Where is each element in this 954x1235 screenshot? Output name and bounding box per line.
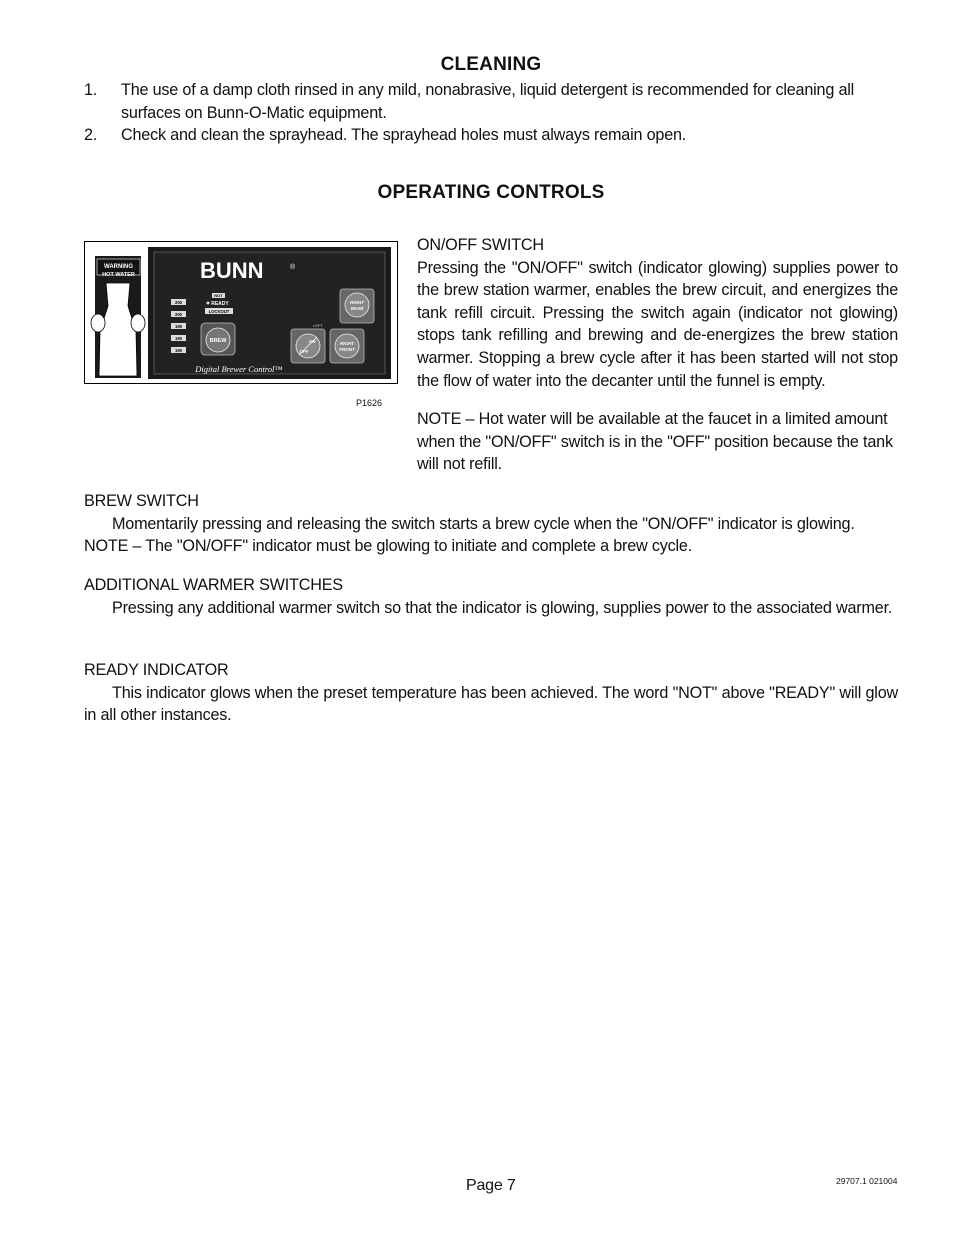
brew-note xyxy=(84,535,898,558)
onoff-section xyxy=(417,234,898,476)
ready-indicator-light xyxy=(207,302,210,305)
right-front-label: FRONT xyxy=(339,347,355,352)
cleaning-list xyxy=(84,79,898,147)
panel-caption: Digital Brewer Control™ xyxy=(195,364,283,374)
onoff-note xyxy=(417,408,898,476)
right-rear-warmer-button[interactable] xyxy=(345,293,369,317)
warmers-title: ADDITIONAL WARMER SWITCHES xyxy=(84,576,343,594)
list-item xyxy=(84,124,898,147)
list-item-number: 1. xyxy=(84,81,98,99)
temp-label: 190 xyxy=(175,347,182,353)
temp-label: 195 xyxy=(175,323,182,329)
note-label: NOTE – xyxy=(417,410,475,429)
page-number: Page 7 xyxy=(466,1177,516,1194)
cleaning-heading: CLEANING xyxy=(440,54,542,75)
operating-controls-heading: OPERATING CONTROLS xyxy=(377,182,605,203)
control-panel-illustration xyxy=(84,241,398,384)
list-item-number: 2. xyxy=(84,126,98,145)
warmers-section xyxy=(84,574,898,619)
note-text: Hot water will be available at the faucet in a limited amount when the "ON/OFF" switch is in the "OFF" position because the tank will not refill. xyxy=(417,410,893,474)
brand-registered-mark: ® xyxy=(290,264,296,271)
brand-logo: BUNN xyxy=(200,258,264,283)
note-label: NOTE – xyxy=(84,537,142,556)
list-item-text: The use of a damp cloth rinsed in any mild, nonabrasive, liquid detergent is recommended for cleaning all surfaces on Bunn-O-Matic equipment. xyxy=(121,81,855,122)
onoff-body: Pressing the "ON/OFF" switch (indicator glowing) supplies power to the brew station warmer, enables the brew circuit, and energizes the tank refill circuit. Pressing the switch again (indicator not glowing) stops tank refilling and brewing and de-energizes the brew station warmer. Stopping a brew cycle after it has been started will not stop the flow of water into the decanter until the funnel is empty. xyxy=(417,258,898,390)
figure-id: P1626 xyxy=(356,398,383,408)
temp-label: 200 xyxy=(175,311,182,317)
list-item xyxy=(84,79,898,124)
onoff-title: ON/OFF SWITCH xyxy=(417,236,544,254)
warmers-body: Pressing any additional warmer switch so that the indicator is glowing, supplies power to the associated warmer. xyxy=(112,598,893,617)
right-front-warmer-button[interactable] xyxy=(335,334,359,358)
brew-section xyxy=(84,490,898,558)
ready-section xyxy=(84,659,898,727)
list-item-text: Check and clean the sprayhead. The sprayhead holes must always remain open. xyxy=(121,126,687,145)
brew-title: BREW SWITCH xyxy=(84,492,199,510)
hot-water-label: HOT WATER xyxy=(102,272,135,278)
temp-label: 190 xyxy=(175,335,182,341)
note-text: The "ON/OFF" indicator must be glowing to initiate and complete a brew cycle. xyxy=(141,537,692,556)
brew-label: BREW xyxy=(209,338,227,344)
ready-title: READY INDICATOR xyxy=(84,661,229,679)
warning-label: WARNING xyxy=(104,264,133,270)
document-code: 29707.1 021004 xyxy=(836,1176,898,1186)
not-label: NOT xyxy=(214,293,223,298)
on-label: ON xyxy=(308,339,316,344)
ready-label: READY xyxy=(211,301,229,307)
off-label: OFF xyxy=(299,349,309,354)
brew-body: Momentarily pressing and releasing the switch starts a brew cycle when the "ON/OFF" indicator is glowing. xyxy=(112,514,855,533)
ready-body: This indicator glows when the preset temperature has been achieved. The word "NOT" above "READY" will glow in all other instances. xyxy=(84,683,898,725)
lockout-label: LOCKOUT xyxy=(208,308,230,314)
temp-label: 200 xyxy=(175,299,182,305)
right-front-label: RIGHT xyxy=(340,341,354,346)
left-label: LEFT xyxy=(313,323,323,328)
right-rear-label: RIGHT xyxy=(350,300,364,305)
right-rear-label: REAR xyxy=(350,306,364,311)
